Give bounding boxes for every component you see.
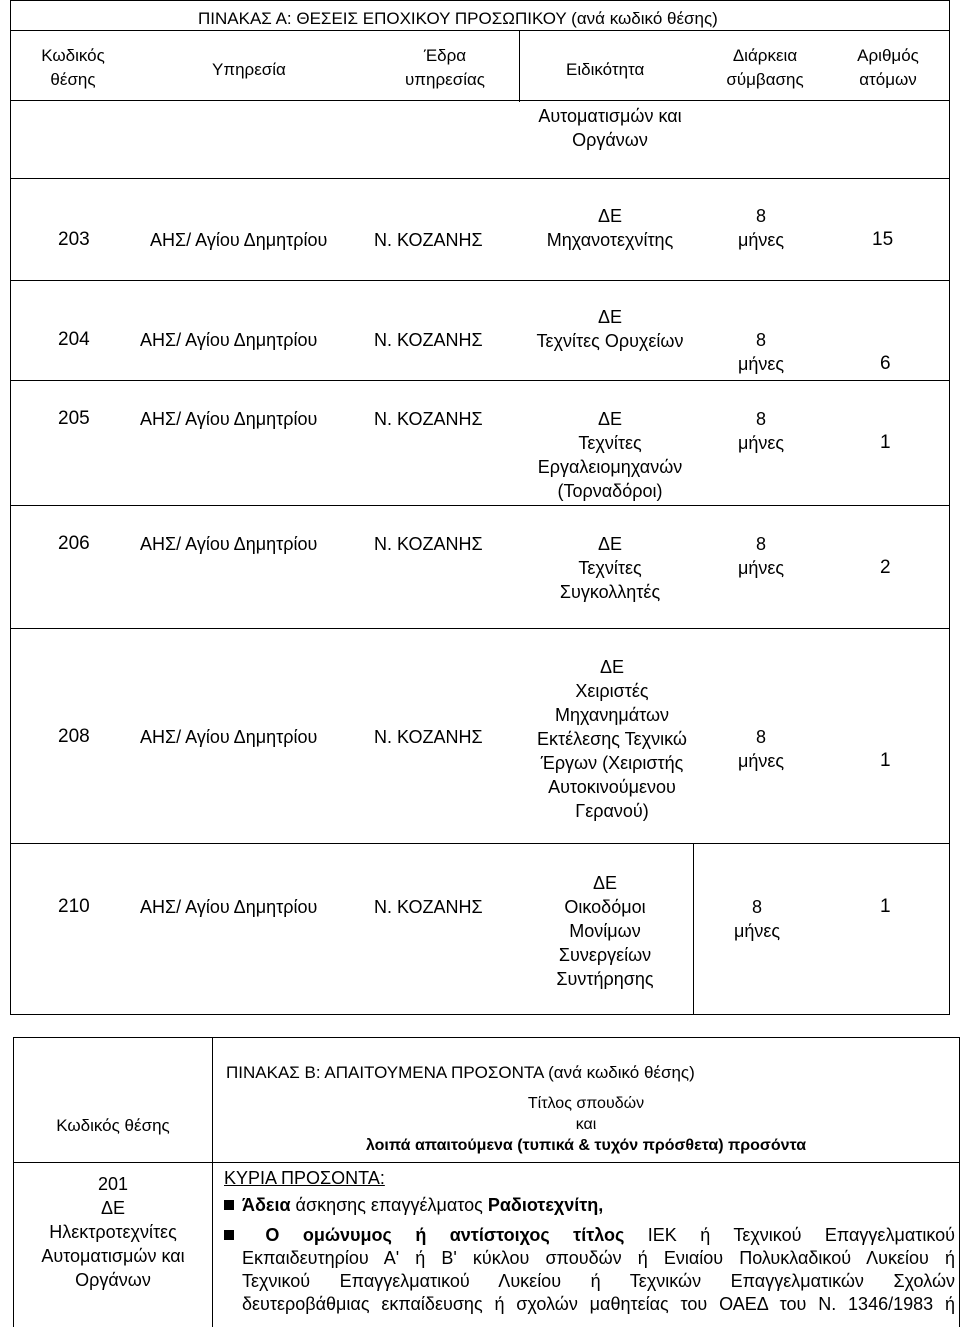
row-persons: 1 — [880, 432, 891, 453]
row-service: ΑΗΣ/ Αγίου Δημητρίου — [140, 330, 318, 350]
row-duration: 8 μήνες — [737, 206, 785, 250]
row-seat: Ν. ΚΟΖΑΝΗΣ — [374, 534, 483, 554]
row-code: 210 — [58, 896, 90, 917]
row-seat: Ν. ΚΟΖΑΝΗΣ — [374, 897, 483, 917]
row-specialty: ΔΕ Χειριστές Μηχανημάτων Εκτέλεσης Τεχνικώ Έργων (Χειριστής Αυτοκινούμενου Γερανού) — [537, 657, 687, 821]
row-code: 206 — [58, 533, 90, 554]
row-code: 204 — [58, 329, 90, 350]
row-seat: Ν. ΚΟΖΑΝΗΣ — [374, 727, 483, 747]
row-persons: 1 — [880, 750, 891, 771]
row-persons: 2 — [880, 557, 891, 578]
header-title-b: Τίτλος σπουδών και λοιπά απαιτούμενα (τυπικά & τυχόν πρόσθετα) προσόντα — [365, 1095, 807, 1154]
row-service: ΑΗΣ/ Αγίου Δημητρίου — [140, 534, 318, 554]
specialty-carryover: Αυτοματισμών και Οργάνων — [538, 106, 682, 150]
header-code: Κωδικός θέσης — [41, 46, 105, 89]
table-a-title: ΠΙΝΑΚΑΣ Α: ΘΕΣΕΙΣ ΕΠΟΧΙΚΟΥ ΠΡΟΣΩΠΙΚΟΥ (ανά κωδικό θέσης) — [198, 9, 718, 28]
row-duration: 8 μήνες — [737, 409, 785, 453]
row-duration: 8 μήνες — [737, 727, 785, 771]
table-b-title: ΠΙΝΑΚΑΣ Β: ΑΠΑΙΤΟΥΜΕΝΑ ΠΡΟΣΟΝΤΑ (ανά κωδικό θέσης) — [226, 1063, 695, 1082]
row-specialty: ΔΕ Οικοδόμοι Μονίμων Συνεργείων Συντήρησης — [556, 873, 654, 989]
row-service: ΑΗΣ/ Αγίου Δημητρίου — [140, 727, 318, 747]
row-code: 205 — [58, 408, 90, 429]
header-persons: Αριθμός ατόμων — [857, 46, 919, 89]
bullet-icon — [224, 1230, 234, 1240]
header-code-b: Κωδικός θέσης — [56, 1116, 170, 1135]
header-duration: Διάρκεια σύμβασης — [726, 46, 804, 89]
row-service: ΑΗΣ/ Αγίου Δημητρίου — [140, 409, 318, 429]
row-service: ΑΗΣ/ Αγίου Δημητρίου — [140, 897, 318, 917]
row-persons: 15 — [872, 229, 894, 250]
row-seat: Ν. ΚΟΖΑΝΗΣ — [374, 330, 483, 350]
qualification-item-2: Ο ομώνυμος ή αντίστοιχος τίτλος ΙΕΚ ή Τεχνικού Επαγγελματικού Εκπαιδευτηρίου Α' ή Β' κύκλου σπουδών ή Ενιαίου Πολυκλαδικού Λυκείου ή Τεχνικού Επαγγελματικού Λυκείου ή Τεχνικών Επαγγελματικών Σχολών δευτεροβάθμιας εκπαίδευσης ή σχολών μαθητείας του ΟΑΕΔ του Ν. 1346/1983 ή — [224, 1224, 955, 1316]
bullet-icon — [224, 1200, 234, 1210]
row-duration: 8 μήνες — [737, 330, 785, 374]
header-seat: Έδρα υπηρεσίας — [404, 46, 486, 89]
qualification-item-1: Άδεια άσκησης επαγγέλματος Ραδιοτεχνίτη, — [224, 1193, 603, 1217]
header-specialty: Ειδικότητα — [566, 60, 645, 79]
row-duration: 8 μήνες — [733, 897, 781, 941]
row-specialty: ΔΕ Τεχνίτες Συγκολλητές — [559, 534, 661, 602]
row-specialty: ΔΕ Μηχανοτεχνίτης — [546, 206, 674, 250]
row-duration: 8 μήνες — [737, 534, 785, 578]
row-seat: Ν. ΚΟΖΑΝΗΣ — [374, 409, 483, 429]
row-seat: Ν. ΚΟΖΑΝΗΣ — [374, 230, 483, 250]
row-specialty: ΔΕ Τεχνίτες Εργαλειομηχανών (Τορναδόροι) — [537, 409, 683, 501]
row-specialty: ΔΕ Τεχνίτες Ορυχείων — [536, 307, 684, 351]
row-persons: 1 — [880, 896, 891, 917]
row-persons: 6 — [880, 353, 891, 374]
row-code-b: 201 ΔΕ Ηλεκτροτεχνίτες Αυτοματισμών και Οργάνων — [41, 1174, 185, 1290]
row-service: ΑΗΣ/ Αγίου Δημητρίου — [150, 230, 328, 250]
row-code: 203 — [58, 229, 90, 250]
main-qualifications-heading: ΚΥΡΙΑ ΠΡΟΣΟΝΤΑ: — [224, 1168, 385, 1188]
row-code: 208 — [58, 726, 90, 747]
header-service: Υπηρεσία — [212, 60, 286, 79]
